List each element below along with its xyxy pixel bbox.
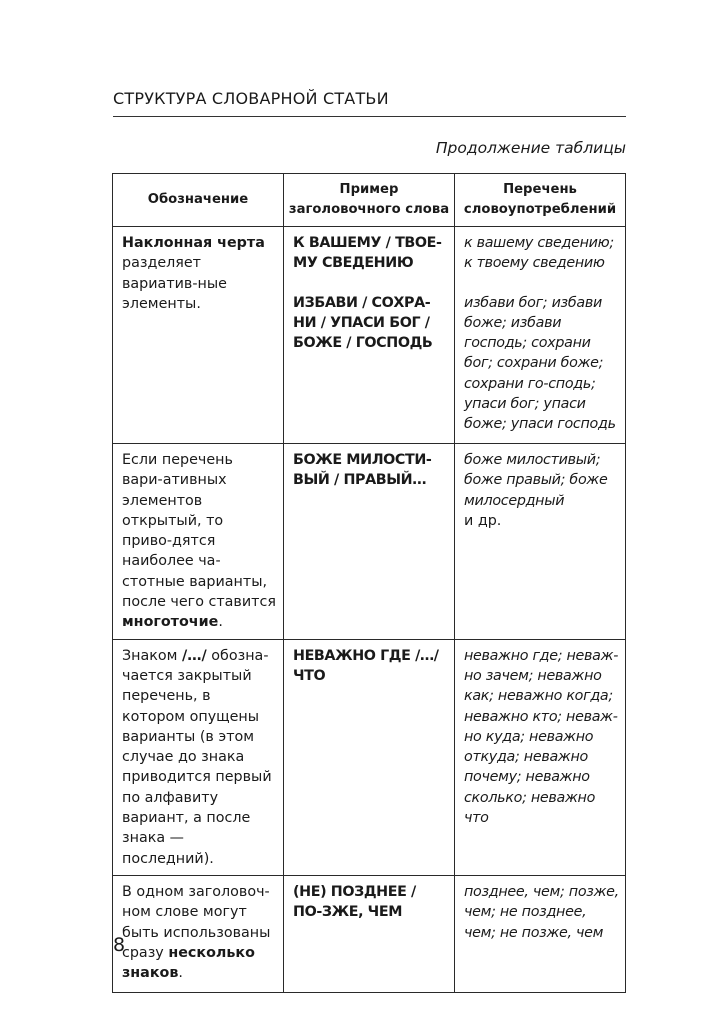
usage-list: позднее, чем; позже, чем; не позднее, чем; не позже, чем [464,883,619,941]
column-header-line: Обозначение [147,192,249,207]
table-row [113,875,626,992]
column-header-line: Пример [339,182,399,197]
usage-list: к вашему сведению; к твоему сведению [464,235,614,272]
desc-text: Знаком [122,647,178,664]
headword-cell [284,227,455,444]
header-rule [113,116,626,117]
column-header-line: Перечень [503,182,577,197]
usage-list: неважно где; неваж-но зачем; неважно как; неважно когда; неважно кто; неваж-но куда; неважно откуда; неважно почему; неважно сколько; неважно что [464,647,619,827]
desc-bold-term: несколько знаков [122,944,255,982]
usage-cell [455,639,626,875]
designation-cell [113,875,284,992]
column-header-line: заголовочного слова [288,202,450,217]
headword-example: БОЖЕ МИЛОСТИ-ВЫЙ / ПРАВЫЙ… [293,452,432,489]
desc-text: Если перечень вари-ативных элементов открытый, то приво-дятся наиболее ча-стотные варианты, после чего ставится [122,452,276,611]
column-header-usage-list [455,174,626,227]
desc-bold-term: /…/ [182,647,207,664]
usage-cell [455,227,626,444]
headword-example: (НЕ) ПОЗДНЕЕ / ПО-ЗЖЕ, ЧЕМ [293,883,416,921]
headword-example: К ВАШЕМУ / ТВОЕ-МУ СВЕДЕНИЮ [293,235,442,272]
headword-example: ИЗБАВИ / СОХРА-НИ / УПАСИ БОГ / БОЖЕ / ГОСПОДЬ [293,294,433,352]
headword-cell [284,639,455,875]
desc-text: обозна-чается закрытый перечень, в котором опущены варианты (в этом случае до знака приводится первый по алфавиту вариант, а после знака — последний). [122,647,272,867]
desc-bold-term: Наклонная черта [122,235,265,251]
running-title: СТРУКТУРА СЛОВАРНОЙ СТАТЬИ [113,89,389,108]
headword-example: НЕВАЖНО ГДЕ /…/ ЧТО [293,647,439,684]
usage-list: боже милостивый; боже правый; боже милосердный [464,452,608,509]
desc-bold-term: многоточие [122,614,219,631]
table-row [113,639,626,875]
column-header-headword-example [284,174,455,227]
desc-text: . [178,965,183,982]
desc-text: разделяет вариатив-ные элементы. [122,255,227,312]
usage-cell [455,444,626,640]
continuation-note: Продолжение таблицы [435,139,626,157]
page-number: 8 [113,934,126,956]
headword-cell [284,875,455,992]
table-header-row [113,174,626,227]
desc-text: В одном заголовоч-ном слове могут быть использованы сразу [122,883,271,961]
column-header-line: словоупотреблений [463,202,617,217]
table-row [113,227,626,444]
dictionary-structure-table [112,173,626,993]
usage-list: избави бог; избави боже; избави господь; сохрани бог; сохрани боже; сохрани го-сподь; упаси бог; упаси боже; упаси господь [464,294,616,433]
designation-cell [113,639,284,875]
usage-cell [455,875,626,992]
designation-cell [113,227,284,444]
usage-suffix: и др. [464,512,502,529]
column-header-designation [113,174,284,227]
designation-cell [113,444,284,640]
table-row [113,444,626,640]
desc-text: . [218,614,223,631]
headword-cell [284,444,455,640]
